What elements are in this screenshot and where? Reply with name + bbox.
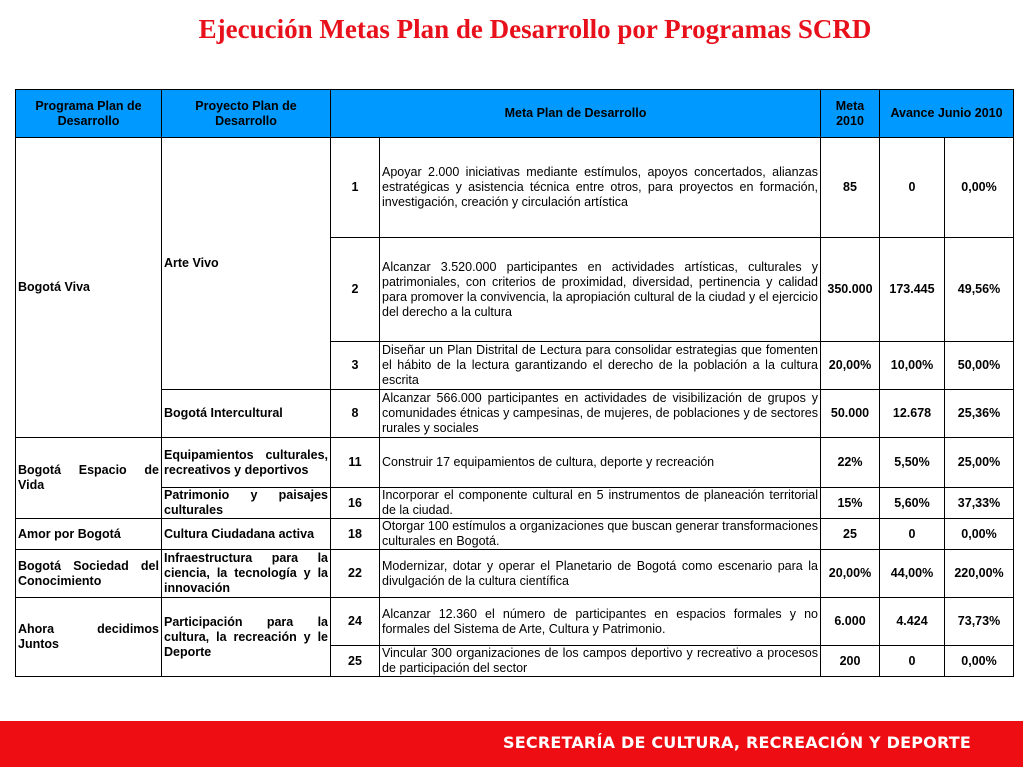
meta-number: 8 [331,390,380,438]
project-cell: Equipamientos culturales, recreativos y deportivos [162,438,331,488]
table-row [16,519,1014,550]
meta-description: Alcanzar 566.000 participantes en actividades de visibilización de grupos y comunidades étnicas y campesinas, de mujeres, de poblaciones y de sectores rurales y sociales [380,390,821,438]
meta-description: Otorgar 100 estímulos a organizaciones que buscan generar transformaciones culturales en Bogotá. [380,519,821,550]
footer-bar [0,721,1023,767]
program-cell: Amor por Bogotá [16,519,162,550]
avance-percent: 0,00% [945,519,1014,550]
avance-percent: 73,73% [945,598,1014,646]
program-cell: Bogotá Viva [16,138,162,438]
header-programa: Programa Plan de Desarrollo [16,90,162,138]
avance-value: 0 [880,519,945,550]
avance-percent: 37,33% [945,488,1014,519]
table-row [16,550,1014,598]
project-cell: Bogotá Intercultural [162,390,331,438]
table-row [16,438,1014,488]
meta-2010-value: 15% [821,488,880,519]
avance-percent: 49,56% [945,238,1014,342]
header-meta-plan: Meta Plan de Desarrollo [331,90,821,138]
meta-number: 3 [331,342,380,390]
avance-value: 12.678 [880,390,945,438]
meta-description: Construir 17 equipamientos de cultura, deporte y recreación [380,438,821,488]
project-cell: Patrimonio y paisajes culturales [162,488,331,519]
page-title: Ejecución Metas Plan de Desarrollo por Programas SCRD [198,14,872,44]
meta-description: Vincular 300 organizaciones de los campos deportivo y recreativo a procesos de participación del sector [380,646,821,677]
avance-value: 44,00% [880,550,945,598]
program-cell: Bogotá Sociedad del Conocimiento [16,550,162,598]
avance-percent: 25,36% [945,390,1014,438]
avance-value: 5,60% [880,488,945,519]
meta-2010-value: 200 [821,646,880,677]
meta-number: 25 [331,646,380,677]
table-header-row [16,90,1014,138]
avance-percent: 220,00% [945,550,1014,598]
meta-number: 2 [331,238,380,342]
meta-description: Diseñar un Plan Distrital de Lectura para consolidar estrategias que fomenten el hábito de la lectura garantizando el derecho de la población a la cultura escrita [380,342,821,390]
meta-2010-value: 350.000 [821,238,880,342]
meta-2010-value: 6.000 [821,598,880,646]
table-row [16,598,1014,646]
meta-2010-value: 50.000 [821,390,880,438]
meta-number: 22 [331,550,380,598]
avance-percent: 50,00% [945,342,1014,390]
avance-value: 0 [880,138,945,238]
meta-description: Alcanzar 3.520.000 participantes en actividades artísticas, culturales y patrimoniales, con criterios de proximidad, diversidad, pertinencia y calidad para promover la convivencia, la apropiación cultural de la ciudad y el ejercicio del derecho a la cultura [380,238,821,342]
program-cell: Bogotá Espacio de Vida [16,438,162,519]
meta-2010-value: 20,00% [821,342,880,390]
header-proyecto: Proyecto Plan de Desarrollo [162,90,331,138]
table-row [16,488,1014,519]
avance-percent: 25,00% [945,438,1014,488]
meta-2010-value: 20,00% [821,550,880,598]
avance-percent: 0,00% [945,138,1014,238]
meta-2010-value: 25 [821,519,880,550]
header-avance: Avance Junio 2010 [880,90,1014,138]
meta-description: Modernizar, dotar y operar el Planetario de Bogotá como escenario para la divulgación de la cultura científica [380,550,821,598]
meta-number: 16 [331,488,380,519]
project-cell: Cultura Ciudadana activa [162,519,331,550]
meta-description: Incorporar el componente cultural en 5 instrumentos de planeación territorial de la ciudad. [380,488,821,519]
meta-number: 24 [331,598,380,646]
meta-description: Apoyar 2.000 iniciativas mediante estímulos, apoyos concertados, alianzas estratégicas y asistencia técnica entre otros, para proyectos en formación, investigación, creación y circulación artística [380,138,821,238]
meta-2010-value: 85 [821,138,880,238]
program-cell: Ahora decidimos Juntos [16,598,162,677]
meta-description: Alcanzar 12.360 el número de participantes en espacios formales y no formales del Sistema de Arte, Cultura y Patrimonio. [380,598,821,646]
project-cell: Participación para la cultura, la recreación y le Deporte [162,598,331,677]
meta-number: 18 [331,519,380,550]
avance-value: 173.445 [880,238,945,342]
avance-value: 10,00% [880,342,945,390]
meta-number: 11 [331,438,380,488]
avance-value: 0 [880,646,945,677]
avance-value: 4.424 [880,598,945,646]
footer-title: SECRETARÍA DE CULTURA, RECREACIÓN Y DEPORTE [503,733,971,752]
header-meta-2010: Meta 2010 [821,90,880,138]
avance-value: 5,50% [880,438,945,488]
project-cell: Infraestructura para la ciencia, la tecnología y la innovación [162,550,331,598]
project-cell: Arte Vivo [162,138,331,390]
meta-2010-value: 22% [821,438,880,488]
table-row [16,390,1014,438]
meta-number: 1 [331,138,380,238]
table-row [16,138,1014,238]
avance-percent: 0,00% [945,646,1014,677]
metas-table [15,89,1014,677]
